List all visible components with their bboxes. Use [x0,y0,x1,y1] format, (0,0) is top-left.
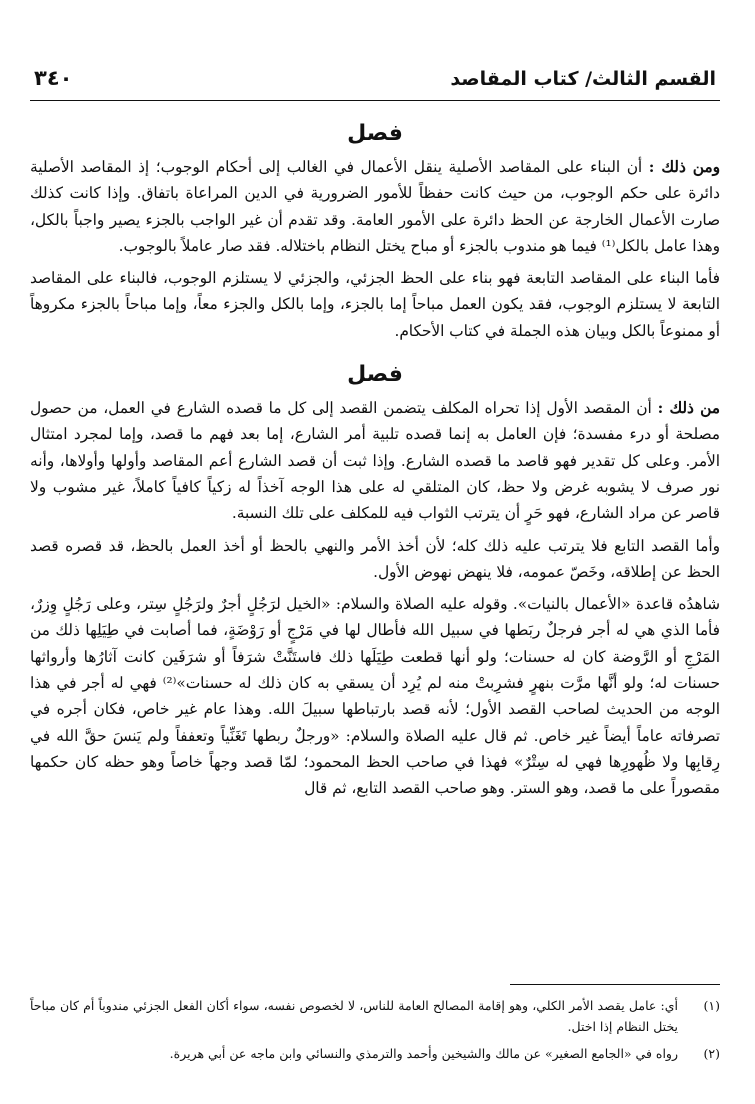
footnote-divider [510,984,720,985]
footnote-text: رواه في «الجامع الصغير» عن مالك والشيخين وأحمد والترمذي والنسائي وابن ماجه عن أبي هريرة. [169,1046,678,1061]
paragraph [30,395,720,526]
footnotes [30,984,720,1064]
paragraph-lead: ومن ذلك : [648,158,720,176]
footnote-mark: (٢) [703,1046,720,1061]
page-number: ٣٤٠ [34,66,73,90]
paragraph [30,591,720,801]
paragraph [30,533,720,586]
footnote-mark: (١) [703,998,720,1013]
footnote [30,1043,720,1064]
section-heading: فصل [347,362,403,388]
footnote [30,995,720,1037]
paragraph-lead: من ذلك : [657,399,720,418]
paragraph-text: شاهدُه قاعدة «الأعمال بالنيات». وقوله عليه الصلاة والسلام: «الخيل لرَجُلٍ أجرٌ ولرَجُلٍ سِتر، وعلى رَجُلٍ وِزرٌ، فأما الذي هي له أجر فرجلٌ ربَطها في سبيل الله فأطال لها في مَرْجٍ أو رَوْضَةٍ، فما أصابت في طِيَلِها ذلك من المَرْجِ أو الرَّوضة كان له حسنات؛ ولو أنها قطعت طِيَلَها ذلك فاستَنَّتْ شرَفاً أو شرَفَين كانت آثارُها وأرواثها حسنات له؛ ولو أنَّها مرَّت بنهرٍ فشرِبتْ منه لم يُرِد أن يسقي به كان ذلك له حسنات»⁽²⁾ فهي له أجر في هذا الوجه من الحديث لصاحب القصد الأول؛ لأنه قصد بارتباطها سبيلَ الله. وهذا عام غير خاص، فكان أجره في تصرفاته عاماً أيضاً غير خاص. ثم قال عليه الصلاة والسلام: «ورجلٌ ربطها تَغَنِّياً وتعففاً ولم يَنسَ حقَّ الله في رِقابِها ولا ظُهورِها فهي له سِتْرٌ» فهذا في صاحب الحظ المحمود؛ لمّا قصد وجهاً خاصاً وهو حظه كان حكمها مقصوراً على ما قصد، وهو الستر. وهو صاحب القصد التابع، ثم قال [30,595,720,798]
book-page [30,62,720,1092]
running-head [30,62,720,101]
paragraph-text: أن المقصد الأول إذا تحراه المكلف يتضمن القصد إلى كل ما قصده الشارع في العمل، من حصول مصلحة أو درء مفسدة؛ فإن العامل به إنما قصده تلبية أمر الشارع، إما بعد فهم ما قصد، وإما لمجرد امتثال الأمر. وعلى كل تقدير فهو قاصد ما قصده الشارع. وإذا ثبت أن قصد الشارع أعم المقاصد وأولها وأولاها، وأنه نور صرف لا يشوبه غرض ولا حظ، كان المتلقي له على هذا الوجه آخذاً له زكياً كافياً كاملاً، غير مشوب ولا قاصر عن مراد الشارع، فهو حَرٍ أن يترتب الثواب فيه للمكلف على تلك النسبة. [30,399,720,523]
paragraph-text: وأما القصد التابع فلا يترتب عليه ذلك كله؛ لأن أخذ الأمر والنهي بالحظ أو أخذ العمل بالحظ، قد قصره قصد الحظ عن إطلاقه، وخَصّ عمومه، فلا ينهض نهوض الأول. [30,536,720,581]
paragraph [30,154,720,259]
section-heading: فصل [347,121,403,146]
paragraph [30,265,720,344]
paragraph-text: أن البناء على المقاصد الأصلية ينقل الأعمال في الغالب إلى أحكام الوجوب؛ إذ المقاصد الأصلية دائرة على حكم الوجوب، من حيث كانت حفظاً للأمور الضرورية في الدين المراعاة باتفاق. وإذا كانت كذلك صارت الأعمال الخارجة عن الحظ دائرة على الأمور العامة. وقد تقدم أن غير الواجب بالجزء يصير واجباً بالكل، وهذا عامل بالكل⁽¹⁾ فيما هو مندوب بالجزء أو مباح يختل النظام باختلاله. فقد صار عاملاً بالوجوب. [30,158,720,255]
footnote-text: أي: عامل يقصد الأمر الكلي، وهو إقامة المصالح العامة للناس، لا لخصوص نفسه، سواء أكان الفعل الجزئي مندوباً أم كان مباحاً يختل النظام إذا اختل. [30,998,678,1034]
paragraph-text: فأما البناء على المقاصد التابعة فهو بناء على الحظ الجزئي، والجزئي لا يستلزم الوجوب، فالبناء على المقاصد التابعة لا يستلزم الوجوب، فقد يكون العمل مباحاً إما بالجزء، وإما بالكل والجزء معاً، وإما مباحاً بالجزء مكروهاً أو ممنوعاً بالكل وبيان هذه الجملة في كتاب الأحكام. [30,269,720,340]
running-head-title: القسم الثالث/ كتاب المقاصد [450,68,716,90]
